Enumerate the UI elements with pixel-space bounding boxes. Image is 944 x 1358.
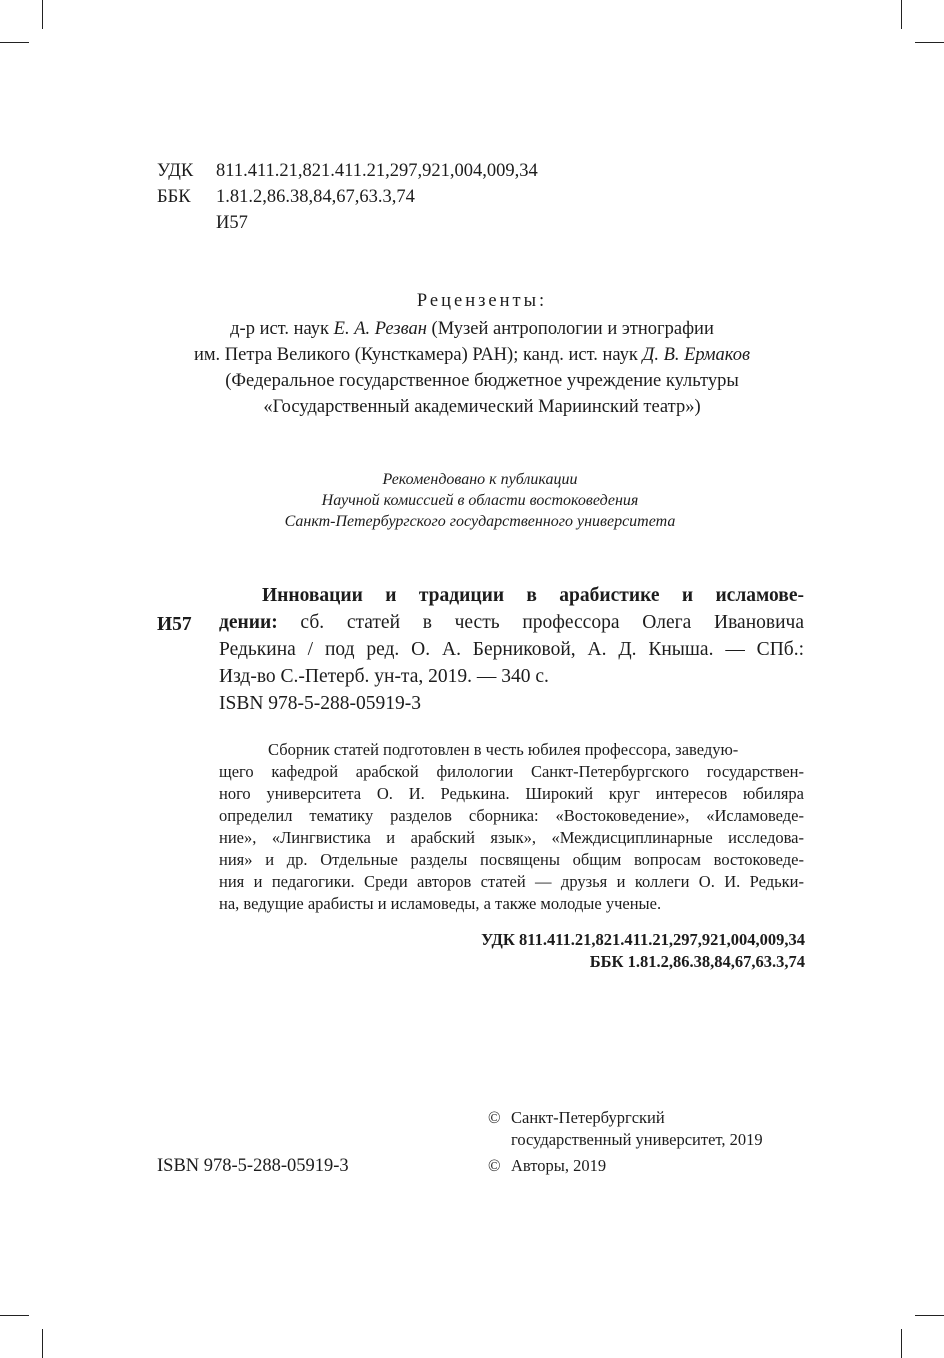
reviewers-line-2 xyxy=(0,342,944,368)
crop-mark-bottom-right-v xyxy=(901,1329,902,1358)
recommendation-line-1: Рекомендовано к публикации xyxy=(382,471,578,488)
bbk-label: ББК xyxy=(157,187,191,207)
annotation-line-8: на, ведущие арабисты и исламоведы, а также молодые ученые. xyxy=(219,894,662,913)
crop-mark-bottom-left-h xyxy=(0,1315,29,1316)
annotation-line-1: Сборник статей подготовлен в честь юбилея профессора, заведую- xyxy=(268,740,739,759)
reviewers-line-2-pre: им. Петра Великого (Кунсткамера) РАН); канд. ист. наук xyxy=(193,345,643,365)
bibliography-line-4: Изд-во С.-Петерб. ун-та, 2019. — 340 с. xyxy=(219,666,549,687)
reviewers-line-1-pre: д-р ист. наук xyxy=(230,319,334,339)
reviewer-name-2: Д. В. Ермаков xyxy=(642,345,751,365)
reviewers-heading: Рецензенты: xyxy=(416,291,548,311)
crop-mark-bottom-right-h xyxy=(915,1315,944,1316)
copyright-symbol-1: © xyxy=(488,1108,501,1127)
bbk-value: 1.81.2,86.38,84,67,63.3,74 xyxy=(216,187,415,207)
copyright-1-line-1: Санкт-Петербургский xyxy=(511,1108,665,1127)
annotation-line-3: ного университета О. И. Редькина. Широкий круг интересов юбиляра xyxy=(219,784,804,803)
annotation-bbk: ББК 1.81.2,86.38,84,67,63.3,74 xyxy=(589,952,805,971)
bibliography-line-2-rest: сб. статей в честь профессора Олега Ивановича xyxy=(277,612,804,633)
author-mark: И57 xyxy=(216,213,248,233)
annotation-line-5: ние», «Лингвистика и арабский язык», «Междисциплинарные исследова- xyxy=(219,828,804,847)
reviewers-line-1-post: (Музей антропологии и этнографии xyxy=(426,319,714,339)
udk-label: УДК xyxy=(157,161,194,181)
bibliography-title-line-2: дении: xyxy=(219,612,278,633)
annotation-line-7: ния и педагогики. Среди авторов статей — друзья и коллеги О. И. Редьки- xyxy=(219,872,804,891)
footer-isbn: ISBN 978-5-288-05919-3 xyxy=(157,1156,349,1176)
bibliography-line-3: Редькина / под ред. О. А. Берниковой, А. Д. Кныша. — СПб.: xyxy=(219,639,804,660)
annotation-line-6: ния» и др. Отдельные разделы посвящены общим вопросам востоковеде- xyxy=(219,850,804,869)
crop-mark-bottom-left-v xyxy=(42,1329,43,1358)
reviewer-name-1: Е. А. Резван xyxy=(333,319,427,339)
copyright-symbol-2: © xyxy=(488,1156,501,1175)
annotation-line-4: определил тематику разделов сборника: «Востоковедение», «Исламоведе- xyxy=(219,806,804,825)
crop-mark-top-left-h xyxy=(0,42,29,43)
crop-mark-top-right-v xyxy=(901,0,902,29)
crop-mark-top-right-h xyxy=(915,42,944,43)
annotation-line-2: щего кафедрой арабской филологии Санкт-Петербургского государствен- xyxy=(219,762,804,781)
bibliography-title-line-1: Инновации и традиции в арабистике и исламове- xyxy=(262,585,804,606)
udk-value: 811.411.21,821.411.21,297,921,004,009,34 xyxy=(216,161,538,181)
reviewers-line-1 xyxy=(0,316,944,342)
recommendation-line-2: Научной комиссией в области востоковедения xyxy=(321,492,639,509)
bibliography-mark: И57 xyxy=(157,614,192,635)
crop-mark-top-left-v xyxy=(42,0,43,29)
reviewers-line-3: (Федеральное государственное бюджетное учреждение культуры xyxy=(225,371,739,391)
bibliography-line-2 xyxy=(219,609,804,636)
copyright-2: Авторы, 2019 xyxy=(511,1156,607,1175)
reviewers-line-4: «Государственный академический Мариинский театр») xyxy=(263,397,701,417)
annotation-udk: УДК 811.411.21,821.411.21,297,921,004,009,34 xyxy=(481,930,805,949)
bibliography-isbn: ISBN 978-5-288-05919-3 xyxy=(219,693,422,714)
copyright-1-line-2: государственный университет, 2019 xyxy=(511,1130,763,1149)
recommendation-line-3: Санкт-Петербургского государственного университета xyxy=(284,513,676,530)
